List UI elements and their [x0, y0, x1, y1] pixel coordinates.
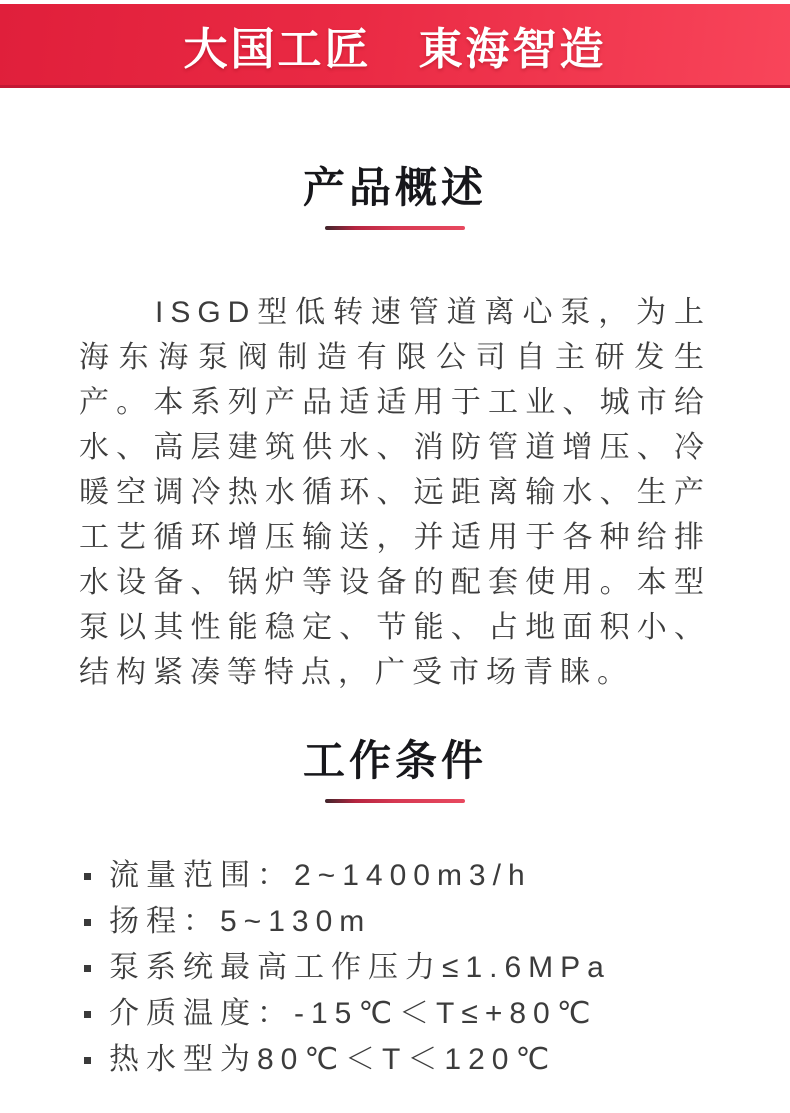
condition-text: 介质温度：-15℃＜T≤+80℃ — [109, 997, 598, 1030]
title-underline — [325, 226, 465, 230]
overview-paragraph: ISGD型低转速管道离心泵，为上海东海泵阀制造有限公司自主研发生产。本系列产品适适用于工业、城市给水、高层建筑供水、消防管道增压、冷暖空调冷热水循环、远距离输水、生产工艺循环增压输送，并适用于各种给排水设备、锅炉等设备的配套使用。本型泵以其性能稳定、节能、占地面积小、结构紧凑等特点，广受市场青睐。 — [79, 296, 711, 689]
bullet-square-icon — [84, 965, 91, 972]
conditions-section-title: 工作条件 — [302, 737, 487, 784]
bullet-square-icon — [84, 919, 91, 926]
bullet-square-icon — [84, 1011, 91, 1018]
condition-item — [84, 991, 790, 1037]
bullet-square-icon — [84, 873, 91, 880]
condition-item — [84, 945, 790, 991]
overview-section-title: 产品概述 — [302, 164, 487, 211]
bullet-square-icon — [84, 1057, 91, 1064]
condition-text: 流量范围：2~1400m3/h — [109, 859, 532, 892]
condition-text: 扬程：5~130m — [109, 905, 372, 938]
title-underline — [325, 799, 465, 803]
banner-title: 大国工匠 東海智造 — [183, 24, 607, 74]
conditions-section-header — [0, 737, 790, 803]
condition-text: 泵系统最高工作压力≤1.6MPa — [109, 951, 611, 984]
top-banner — [0, 4, 790, 88]
overview-section-header — [0, 164, 790, 230]
section-working-conditions — [0, 737, 790, 1083]
section-product-overview — [0, 164, 790, 695]
condition-item — [84, 853, 790, 899]
condition-item — [84, 1037, 790, 1083]
condition-text: 热水型为80℃＜T＜120℃ — [109, 1043, 557, 1076]
conditions-list — [84, 853, 790, 1083]
condition-item — [84, 899, 790, 945]
